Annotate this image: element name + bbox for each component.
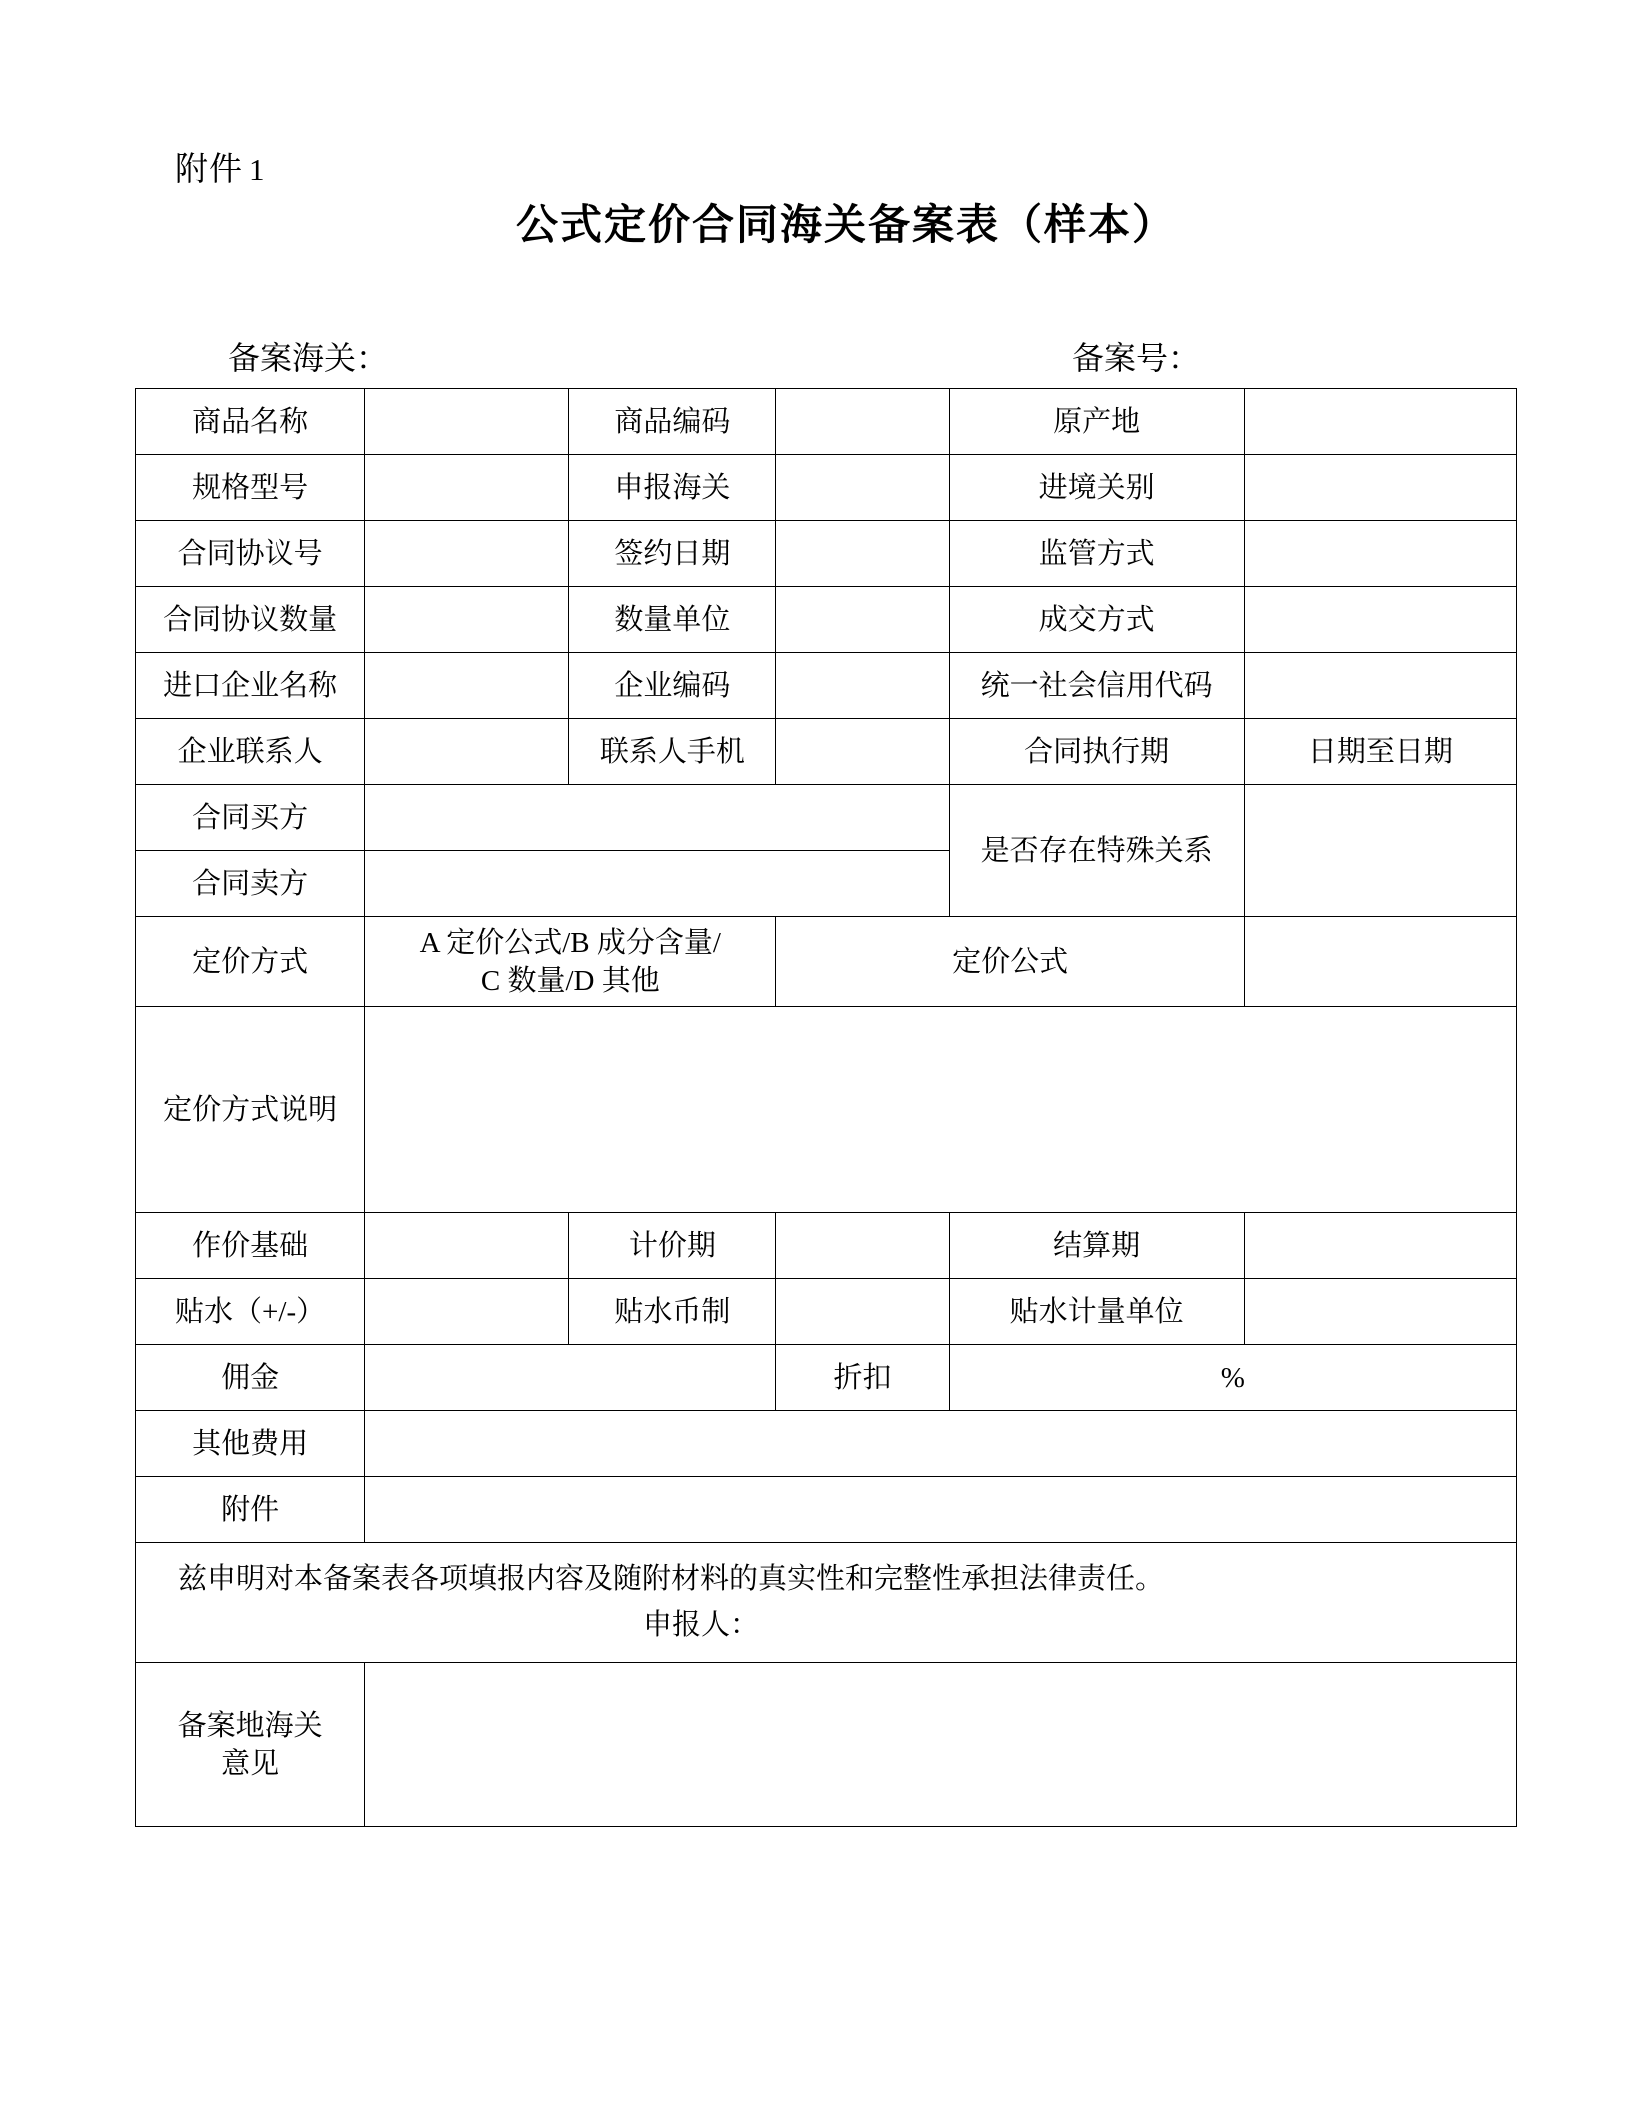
field-value-quantity-unit[interactable] <box>776 587 949 653</box>
field-value-spec-model[interactable] <box>365 455 569 521</box>
field-label-contract-seller: 合同卖方 <box>136 851 365 917</box>
field-label-contact-person: 企业联系人 <box>136 719 365 785</box>
filing-number-label: 备案号： <box>1072 340 1201 376</box>
attachment-number: 1 <box>249 152 266 187</box>
table-row <box>136 455 1517 521</box>
table-row <box>136 653 1517 719</box>
field-label-pricing-basis: 作价基础 <box>136 1213 365 1279</box>
field-label-origin: 原产地 <box>949 389 1244 455</box>
field-value-pricing-method-options[interactable] <box>365 917 776 1007</box>
table-row <box>136 1477 1517 1543</box>
field-value-discount[interactable]: % <box>949 1345 1516 1411</box>
filing-meta-row <box>0 333 1632 377</box>
field-value-contract-buyer[interactable] <box>365 785 949 851</box>
field-value-customs-opinion[interactable] <box>365 1663 1517 1827</box>
table-row <box>136 1663 1517 1827</box>
field-label-contract-period: 合同执行期 <box>949 719 1244 785</box>
pricing-options-line-1: A 定价公式/B 成分含量/ <box>419 926 721 959</box>
declarant-signature-label[interactable]: 申报人： <box>642 1608 759 1641</box>
field-label-commission: 佣金 <box>136 1345 365 1411</box>
field-value-declaring-customs[interactable] <box>776 455 949 521</box>
field-label-attachments: 附件 <box>136 1477 365 1543</box>
field-label-declaring-customs: 申报海关 <box>569 455 776 521</box>
field-value-social-credit-code[interactable] <box>1244 653 1516 719</box>
field-value-pricing-formula[interactable] <box>1244 917 1516 1007</box>
field-label-pricing-period: 计价期 <box>569 1213 776 1279</box>
field-value-contact-person[interactable] <box>365 719 569 785</box>
field-label-contact-mobile: 联系人手机 <box>569 719 776 785</box>
field-value-premium[interactable] <box>365 1279 569 1345</box>
table-row <box>136 1007 1517 1213</box>
field-label-goods-code: 商品编码 <box>569 389 776 455</box>
field-label-premium-currency: 贴水币制 <box>569 1279 776 1345</box>
field-value-sign-date[interactable] <box>776 521 949 587</box>
customs-filing-form-table <box>135 388 1517 1827</box>
field-value-goods-name[interactable] <box>365 389 569 455</box>
table-row <box>136 917 1517 1007</box>
table-row <box>136 1345 1517 1411</box>
field-value-goods-code[interactable] <box>776 389 949 455</box>
table-row <box>136 1279 1517 1345</box>
field-label-contract-number: 合同协议号 <box>136 521 365 587</box>
field-value-pricing-period[interactable] <box>776 1213 949 1279</box>
attachment-label <box>175 148 266 192</box>
field-label-pricing-description: 定价方式说明 <box>136 1007 365 1213</box>
field-label-other-fees: 其他费用 <box>136 1411 365 1477</box>
table-row <box>136 719 1517 785</box>
field-value-origin[interactable] <box>1244 389 1516 455</box>
field-label-contract-quantity: 合同协议数量 <box>136 587 365 653</box>
field-value-contract-number[interactable] <box>365 521 569 587</box>
page-title: 公式定价合同海关备案表（样本） <box>515 200 1176 249</box>
field-value-commission[interactable] <box>365 1345 776 1411</box>
field-label-quantity-unit: 数量单位 <box>569 587 776 653</box>
field-label-sign-date: 签约日期 <box>569 521 776 587</box>
table-row <box>136 587 1517 653</box>
field-label-social-credit-code: 统一社会信用代码 <box>949 653 1244 719</box>
table-row <box>136 1411 1517 1477</box>
declaration-statement: 兹申明对本备案表各项填报内容及随附材料的真实性和完整性承担法律责任。 <box>178 1562 1165 1595</box>
table-row <box>136 1213 1517 1279</box>
field-label-contract-buyer: 合同买方 <box>136 785 365 851</box>
field-value-pricing-basis[interactable] <box>365 1213 569 1279</box>
field-value-special-relationship[interactable] <box>1244 785 1516 917</box>
field-label-premium: 贴水（+/-） <box>136 1279 365 1345</box>
customs-opinion-label-line-1: 备案地海关 <box>177 1709 323 1742</box>
field-value-contract-quantity[interactable] <box>365 587 569 653</box>
table-row <box>136 389 1517 455</box>
field-label-spec-model: 规格型号 <box>136 455 365 521</box>
field-label-supervision-mode: 监管方式 <box>949 521 1244 587</box>
field-label-pricing-method: 定价方式 <box>136 917 365 1007</box>
field-label-settlement-period: 结算期 <box>949 1213 1244 1279</box>
field-value-transaction-mode[interactable] <box>1244 587 1516 653</box>
field-value-contract-period[interactable]: 日期至日期 <box>1244 719 1516 785</box>
table-row <box>136 521 1517 587</box>
field-value-contact-mobile[interactable] <box>776 719 949 785</box>
customs-opinion-label-line-2: 意见 <box>221 1747 280 1780</box>
filing-customs-label: 备案海关： <box>228 340 389 376</box>
field-value-settlement-period[interactable] <box>1244 1213 1516 1279</box>
field-value-other-fees[interactable] <box>365 1411 1517 1477</box>
field-value-premium-currency[interactable] <box>776 1279 949 1345</box>
table-row <box>136 1543 1517 1663</box>
field-label-premium-unit: 贴水计量单位 <box>949 1279 1244 1345</box>
field-value-importer-name[interactable] <box>365 653 569 719</box>
field-label-transaction-mode: 成交方式 <box>949 587 1244 653</box>
field-value-enterprise-code[interactable] <box>776 653 949 719</box>
field-value-contract-seller[interactable] <box>365 851 949 917</box>
declaration-cell <box>136 1543 1517 1663</box>
field-value-premium-unit[interactable] <box>1244 1279 1516 1345</box>
field-value-pricing-description[interactable] <box>365 1007 1517 1213</box>
field-label-entry-customs: 进境关别 <box>949 455 1244 521</box>
field-label-pricing-formula: 定价公式 <box>776 917 1244 1007</box>
field-value-supervision-mode[interactable] <box>1244 521 1516 587</box>
field-label-goods-name: 商品名称 <box>136 389 365 455</box>
field-label-special-relationship: 是否存在特殊关系 <box>949 785 1244 917</box>
table-row <box>136 785 1517 851</box>
pricing-options-line-2: C 数量/D 其他 <box>480 964 660 997</box>
field-value-entry-customs[interactable] <box>1244 455 1516 521</box>
field-label-enterprise-code: 企业编码 <box>569 653 776 719</box>
field-label-importer-name: 进口企业名称 <box>136 653 365 719</box>
field-value-attachments[interactable] <box>365 1477 1517 1543</box>
field-label-customs-opinion <box>136 1663 365 1827</box>
attachment-label-text: 附件 <box>175 152 243 188</box>
field-label-discount: 折扣 <box>776 1345 949 1411</box>
